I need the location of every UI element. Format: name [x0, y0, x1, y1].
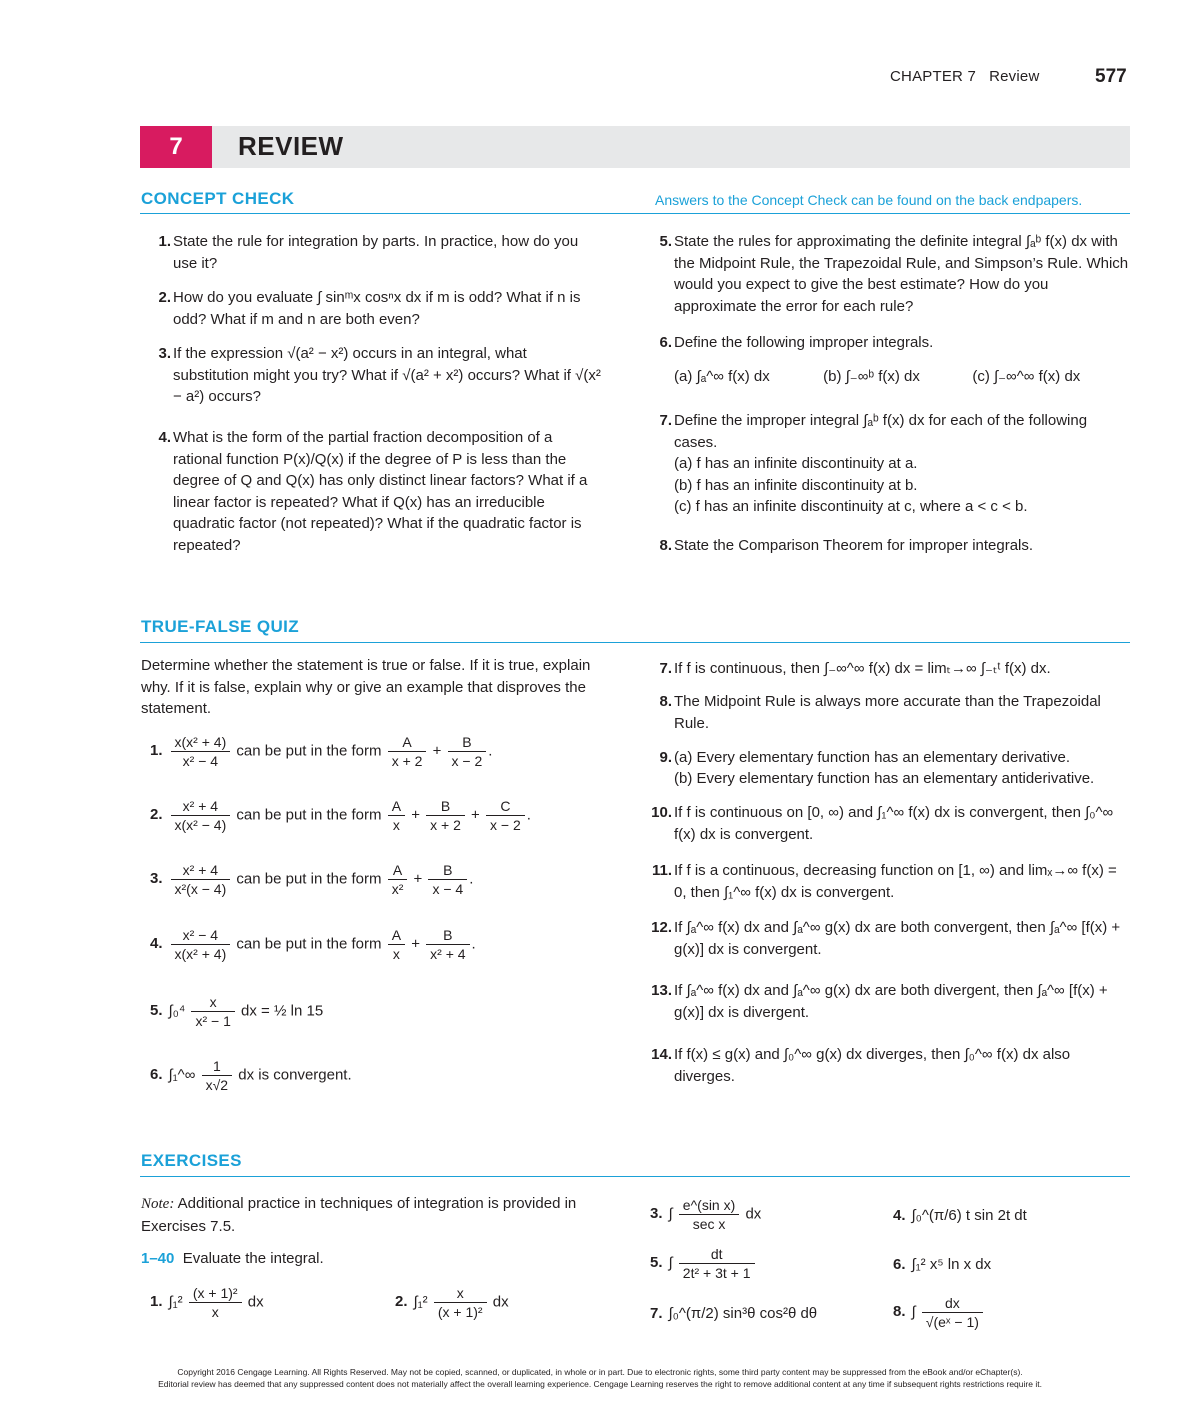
concept-item: 2. How do you evaluate ∫ sinᵐx cosⁿx dx if m is odd? What if n is odd? What if m and n are both even?: [158, 289, 581, 328]
concept-check-heading: CONCEPT CHECK: [141, 189, 295, 208]
running-head: [890, 68, 1040, 85]
exercise-item: 7. ∫₀^(π/2) sin³θ cos²θ dθ: [650, 1305, 818, 1322]
concept-item: 6. Define the following improper integrals.: [659, 334, 934, 351]
true-false-item: 11. If f is a continuous, decreasing function on [1, ∞) and limₓ→∞ f(x) = 0, then ∫₁^∞ f(x) dx is convergent.: [651, 862, 1117, 901]
true-false-item: 9. (a) Every elementary function has an elementary derivative.: [659, 749, 1071, 766]
true-false-item: 3. $\frac{\text{x² + 4}}{\text{x²(x − 4)}}$ can be put in the form $\frac{A}{\text{x²}}$ + $\frac{B}{x - 4}$ .: [150, 862, 474, 897]
exercises-rule: [140, 1176, 1130, 1177]
true-false-heading: TRUE-FALSE QUIZ: [141, 617, 300, 636]
true-false-item: 6. ∫₁^∞ $\frac{1}{x√2}$ dx is convergent.: [150, 1058, 352, 1093]
exercise-item: 3. ∫ $\frac{\text{e\textasciicircum{}(sin x)}}{\text{sec x}}$ dx: [650, 1197, 762, 1232]
concept-check-rule: [140, 213, 1130, 214]
concept-item: 3. If the expression √(a² − x²) occurs in an integral, what substitution might you try? What if √(a² + x²) occurs? What if √(x² − a²) occurs?: [158, 345, 601, 405]
exercise-item: 5. ∫ $\frac{dt}{\text{2t² + 3t + 1}}$: [650, 1245, 757, 1282]
exercise-item: 1. ∫₁² $\frac{\text{(x + 1)²}}{x}$ dx: [150, 1285, 264, 1320]
exercises-heading: EXERCISES: [141, 1151, 242, 1170]
concept-item: 1. State the rule for integration by parts. In practice, how do you use it?: [158, 233, 579, 272]
true-false-item: 14. If f(x) ≤ g(x) and ∫₀^∞ g(x) dx diverges, then ∫₀^∞ f(x) dx also diverges.: [651, 1046, 1071, 1085]
true-false-item: 7. If f is continuous, then ∫₋∞^∞ f(x) dx = limₜ→∞ ∫₋ₜᵗ f(x) dx.: [659, 660, 1051, 677]
true-false-rule: [140, 642, 1130, 643]
concept-item: 7. Define the improper integral ∫ₐᵇ f(x) dx for each of the following cases.: [659, 412, 1088, 451]
true-false-item: 5. ∫₀⁴ $\frac{x}{\text{x² − 1}}$ dx = ½ ln 15: [150, 994, 324, 1029]
exercise-item: 6. ∫₁² x⁵ ln x dx: [893, 1256, 992, 1273]
true-false-item: 12. If ∫ₐ^∞ f(x) dx and ∫ₐ^∞ g(x) dx are both convergent, then ∫ₐ^∞ [f(x) + g(x)] dx is convergent.: [651, 919, 1121, 958]
concept-item: 8. State the Comparison Theorem for improper integrals.: [659, 537, 1034, 554]
copyright-line-1: Copyright 2016 Cengage Learning. All Rights Reserved. May not be copied, scanned, or duplicated, in whole or in part. Due to electronic rights, some third party content may be suppressed from the eBook and/or eChapter(s).: [177, 1367, 1023, 1377]
copyright-footer: [130, 1366, 1070, 1390]
concept-check-note: Answers to the Concept Check can be found on the back endpapers.: [655, 192, 1083, 208]
exercises-instruction: 1–40 Evaluate the integral.: [141, 1250, 324, 1267]
exercise-item: 4. ∫₀^(π/6) t sin 2t dt: [893, 1207, 1027, 1224]
copyright-line-2: Editorial review has deemed that any suppressed content does not materially affect the overall learning experience. Cengage Learning reserves the right to remove additional content at any time if subsequent rights restrictions require it.: [158, 1379, 1042, 1389]
exercise-item: 8. ∫ $\frac{dx}{\text{√(eˣ − 1)}}$: [893, 1294, 985, 1331]
true-false-item: 2. $\frac{\text{x² + 4}}{\text{x(x² − 4)}}$ can be put in the form $\frac{A}{x}$ + $\frac{B}{x + 2}$ + $\frac{C}{x - 2}$ .: [150, 798, 531, 833]
chapter-number-box: 7: [140, 126, 212, 168]
section-label: Review: [989, 68, 1040, 85]
discontinuity-cases: (a) f has an infinite discontinuity at a. (b) f has an infinite discontinuity at b. (c) f has an infinite discontinuity at c, where a < c < b.: [674, 455, 1028, 515]
true-false-item: 13. If ∫ₐ^∞ f(x) dx and ∫ₐ^∞ g(x) dx are both divergent, then ∫ₐ^∞ [f(x) + g(x)] dx is divergent.: [651, 982, 1108, 1021]
true-false-instructions: Determine whether the statement is true or false. If it is true, explain why. If it is false, explain why or give an example that disproves the statement.: [141, 657, 591, 717]
page-number: 577: [1095, 66, 1127, 87]
exercises-note: Note: Additional practice in techniques of integration is provided in Exercises 7.5.: [141, 1195, 577, 1235]
true-false-item: 8. The Midpoint Rule is always more accurate than the Trapezoidal Rule.: [659, 693, 1101, 732]
chapter-label: CHAPTER 7: [890, 68, 976, 85]
true-false-item: (b) Every elementary function has an elementary antiderivative.: [674, 770, 1095, 787]
concept-item: 4. What is the form of the partial fraction decomposition of a rational function P(x)/Q(x) if the degree of P is less than the degree of Q and Q(x) has only distinct linear factors? What if a linear factor is repeated? What if Q(x) has an irreducible quadratic factor (not repeated)? What if the quadratic factor is repeated?: [158, 429, 588, 554]
true-false-item: 4. $\frac{\text{x² − 4}}{\text{x(x² + 4)}}$ can be put in the form $\frac{A}{x}$ + $\frac{B}{\text{x² + 4}}$ .: [150, 927, 476, 962]
exercise-item: 2. ∫₁² $\frac{x}{\text{(x + 1)²}}$ dx: [395, 1285, 509, 1320]
true-false-item: 10. If f is continuous on [0, ∞) and ∫₁^∞ f(x) dx is convergent, then ∫₀^∞ f(x) dx is convergent.: [651, 804, 1114, 843]
concept-item: 5. State the rules for approximating the definite integral ∫ₐᵇ f(x) dx with the Midpoint Rule, the Trapezoidal Rule, and Simpson’s Rule. Which would you expect to give the best estimate? How do you approximate the error for each rule?: [659, 233, 1129, 315]
improper-integral-parts: (a) ∫ₐ^∞ f(x) dx (b) ∫₋∞ᵇ f(x) dx (c) ∫₋∞^∞ f(x) dx: [674, 368, 1081, 385]
review-title: REVIEW: [238, 131, 344, 161]
true-false-item: 1. $\frac{\text{x(x² + 4)}}{\text{x² − 4}}$ can be put in the form $\frac{A}{x + 2}$ + $\frac{B}{x - 2}$ .: [150, 734, 493, 769]
